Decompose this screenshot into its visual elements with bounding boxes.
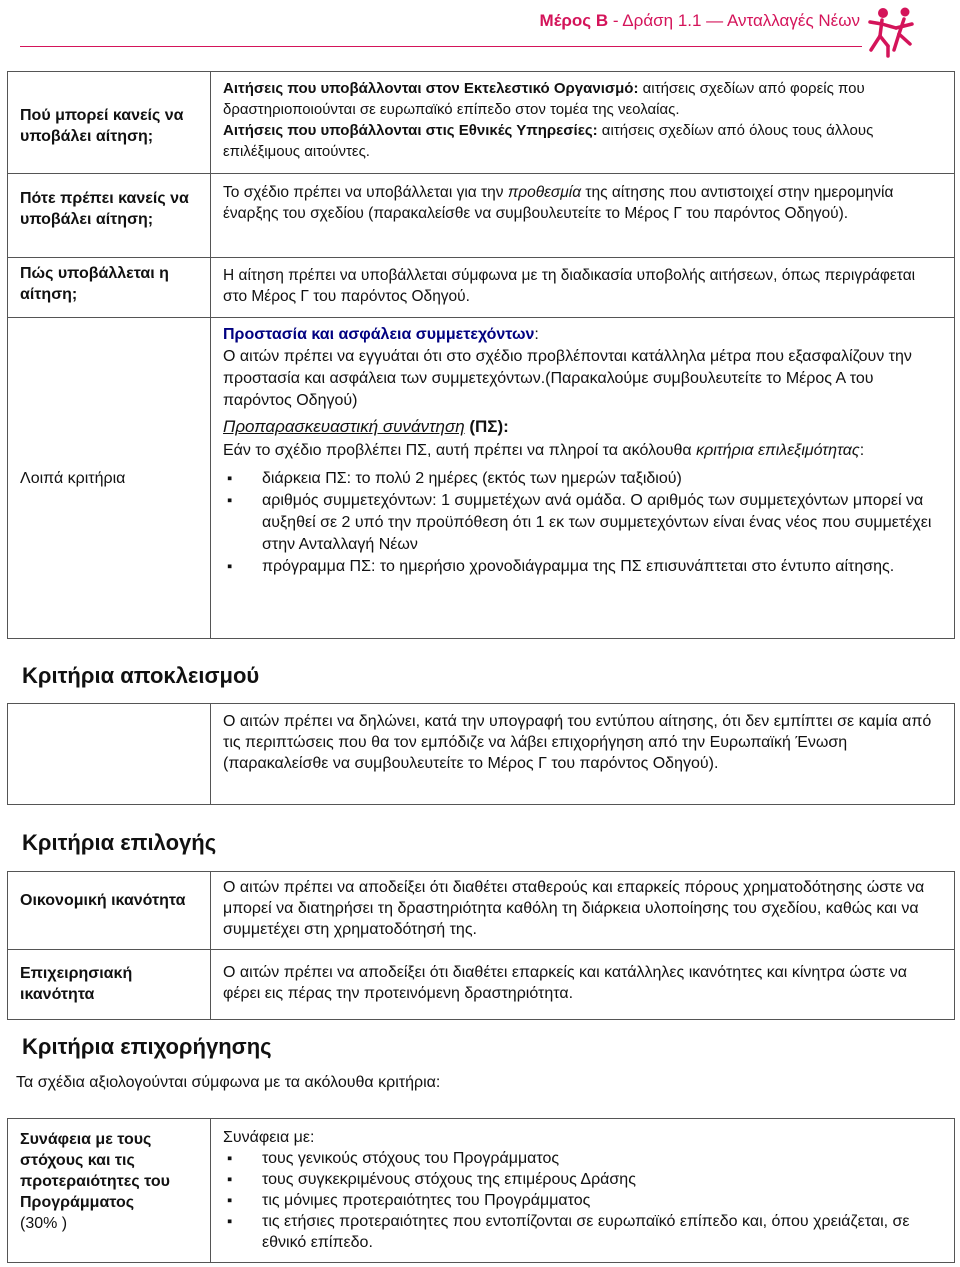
apv-heading: [223, 416, 942, 438]
header-action: Δράση 1.1 — Ανταλλαγές Νέων: [622, 11, 860, 30]
apv-abbr: (ΠΣ):: [464, 417, 509, 436]
award-intro: Τα σχέδια αξιολογούνται σύμφωνα με τα ακόλουθα κριτήρια:: [16, 1074, 441, 1091]
apv-item-duration: ▪ διάρκεια ΠΣ: το πολύ 2 ημέρες (εκτός των ημερών ταξιδιού): [223, 468, 942, 490]
where-national-agencies-text: αιτήσεις σχεδίων από όλους τους άλλους επιλέξιμους αιτούντες.: [223, 122, 874, 160]
relevance-label: Συνάφεια με τους στόχους και τις προτεραιότητες του Προγράμματος: [20, 1131, 170, 1211]
label-where-to-apply: Πού μπορεί κανείς να υποβάλει αίτηση;: [8, 72, 211, 173]
exclusion-heading: Κριτήρια αποκλεισμού: [22, 663, 260, 688]
row-other-criteria: [8, 318, 954, 638]
row-when-to-apply: [8, 174, 954, 258]
apv-intro: [223, 440, 942, 462]
where-national-agencies: [223, 120, 942, 162]
label-how-to-apply: Πώς υποβάλλεται η αίτηση;: [8, 258, 211, 317]
apv-title: Προπαρασκευαστική συνάντηση: [223, 417, 465, 436]
operational-capacity-row: [8, 950, 954, 1019]
row-where-to-apply: [8, 72, 954, 174]
youth-logo-icon: [866, 6, 916, 60]
selection-table: [7, 871, 955, 1020]
relevance-weight: (30% ): [20, 1215, 68, 1232]
label-financial-capacity: Οικονομική ικανότητα: [8, 872, 211, 949]
financial-capacity-row: [8, 872, 954, 950]
exclusion-text: Ο αιτών πρέπει να δηλώνει, κατά την υπογραφή του εντύπου αίτησης, ότι δεν εμπίπτει σε καμία από τις περιπτώσεις που θα τον εμπόδιζε να λάβει επιχορήγηση από την Ευρωπαϊκή Ένωση (παρακαλείσθε να συμβουλευτείτε το Μέρος Γ του παρόντος Οδηγού).: [223, 713, 932, 772]
relevance-item-annual-priorities: ▪ τις ετήσιες προτεραιότητες που εντοπίζονται σε ευρωπαϊκό επίπεδο και, όπου χρειάζεται, σε εθνικό επίπεδο.: [223, 1211, 942, 1253]
header-separator: -: [608, 11, 623, 30]
apv-intro-criteria: κριτήρια επιλεξιμότητας: [696, 442, 860, 459]
relevance-list: [223, 1148, 942, 1253]
protection-heading: [223, 324, 942, 346]
header-title: [540, 11, 860, 31]
when-text-pre: Το σχέδιο πρέπει να υποβάλλεται για την: [223, 184, 508, 201]
award-table: [7, 1118, 955, 1263]
relevance-intro: Συνάφεια με:: [223, 1129, 315, 1146]
label-other-criteria: [8, 318, 211, 638]
where-exec-agency-text: αιτήσεις σχεδίων από φορείς που δραστηριοποιούνται σε ευρωπαϊκό επίπεδο στον τομέα της νεολαίας.: [223, 80, 865, 118]
when-to-apply-text: [211, 174, 954, 257]
apv-intro-post: :: [859, 442, 865, 459]
financial-capacity-text: Ο αιτών πρέπει να αποδείξει ότι διαθέτει σταθερούς και επαρκείς πόρους χρηματοδότησης ώστε να μπορεί να διατηρήσει τη δραστηριότητα καθόλη τη διάρκεια υλοποίησης του σχεδίου, καθώς και να συμμετέχει στη χρηματοδότησή της.: [223, 879, 925, 938]
label-when-to-apply: Πότε πρέπει κανείς να υποβάλει αίτηση;: [8, 174, 211, 257]
relevance-row: [8, 1119, 954, 1262]
protection-title: Προστασία και ασφάλεια συμμετεχόντων: [223, 326, 535, 343]
protection-colon: :: [534, 326, 539, 343]
header-rule: [20, 46, 862, 47]
where-exec-agency-title: Αιτήσεις που υποβάλλονται στον Εκτελεστικό Οργανισμό:: [223, 80, 639, 97]
apv-item-programme: ▪ πρόγραμμα ΠΣ: το ημερήσιο χρονοδιάγραμμα της ΠΣ επισυνάπτεται στο έντυπο αίτησης.: [223, 556, 942, 578]
header-part: Μέρος Β: [539, 11, 609, 30]
operational-capacity-text: Ο αιτών πρέπει να αποδείξει ότι διαθέτει επαρκείς και κατάλληλες ικανότητες και κίνητρα ώστε να φέρει εις πέρας την προτεινόμενη δραστηριότητα.: [223, 964, 907, 1002]
selection-heading: Κριτήρια επιλογής: [22, 830, 217, 855]
apv-item-participants: ▪ αριθμός συμμετεχόντων: 1 συμμετέχων ανά ομάδα. Ο αριθμός των συμμετεχόντων μπορεί να αυξηθεί σε 2 υπό την προϋπόθεση ότι 1 εκ των συμμετεχόντων είναι ένας νέος που συμμετέχει στην Ανταλλαγή Νέων: [223, 490, 942, 556]
award-heading: Κριτήρια επιχορήγησης: [22, 1034, 272, 1059]
relevance-label-cell: [8, 1119, 211, 1262]
where-national-agencies-title: Αιτήσεις που υποβάλλονται στις Εθνικές Υπηρεσίες:: [223, 122, 598, 139]
apv-intro-pre: Εάν το σχέδιο προβλέπει ΠΣ, αυτή πρέπει να πληροί τα ακόλουθα: [223, 442, 697, 459]
label-other-criteria-text: Λοιπά κριτήρια: [20, 469, 126, 487]
application-info-table: [7, 71, 955, 639]
exclusion-table: [7, 703, 955, 805]
relevance-item-permanent-priorities: ▪ τις μόνιμες προτεραιότητες του Προγράμματος: [223, 1190, 942, 1211]
exclusion-empty-cell: [8, 704, 211, 804]
relevance-item-general-objectives: ▪ τους γενικούς στόχους του Προγράμματος: [223, 1148, 942, 1169]
where-exec-agency: [223, 78, 942, 120]
how-to-apply-text: Η αίτηση πρέπει να υποβάλλεται σύμφωνα με τη διαδικασία υποβολής αιτήσεων, όπως περιγράφεται στο Μέρος Γ του παρόντος Οδηγού.: [223, 267, 916, 305]
label-operational-capacity: Επιχειρησιακή ικανότητα: [8, 950, 211, 1019]
when-text-post: της αίτησης που αντιστοιχεί στην ημερομηνία έναρξης του σχεδίου (παρακαλείσθε να συμβουλευτείτε το Μέρος Γ του παρόντος Οδηγού).: [223, 184, 894, 222]
relevance-item-specific-objectives: ▪ τους συγκεκριμένους στόχους της επιμέρους Δράσης: [223, 1169, 942, 1190]
exclusion-row: [8, 704, 954, 804]
protection-text: Ο αιτών πρέπει να εγγυάται ότι στο σχέδιο προβλέπονται κατάλληλα μέτρα που εξασφαλίζουν την προστασία και ασφάλεια των συμμετεχόντων.(Παρακαλούμε συμβουλευτείτε το Μέρος Α του παρόντος Οδηγού): [223, 348, 912, 409]
apv-list: [223, 468, 942, 578]
relevance-content: [211, 1119, 954, 1262]
page-header: [0, 0, 960, 62]
when-text-deadline: προθεσμία: [507, 184, 582, 201]
row-how-to-apply: [8, 258, 954, 318]
